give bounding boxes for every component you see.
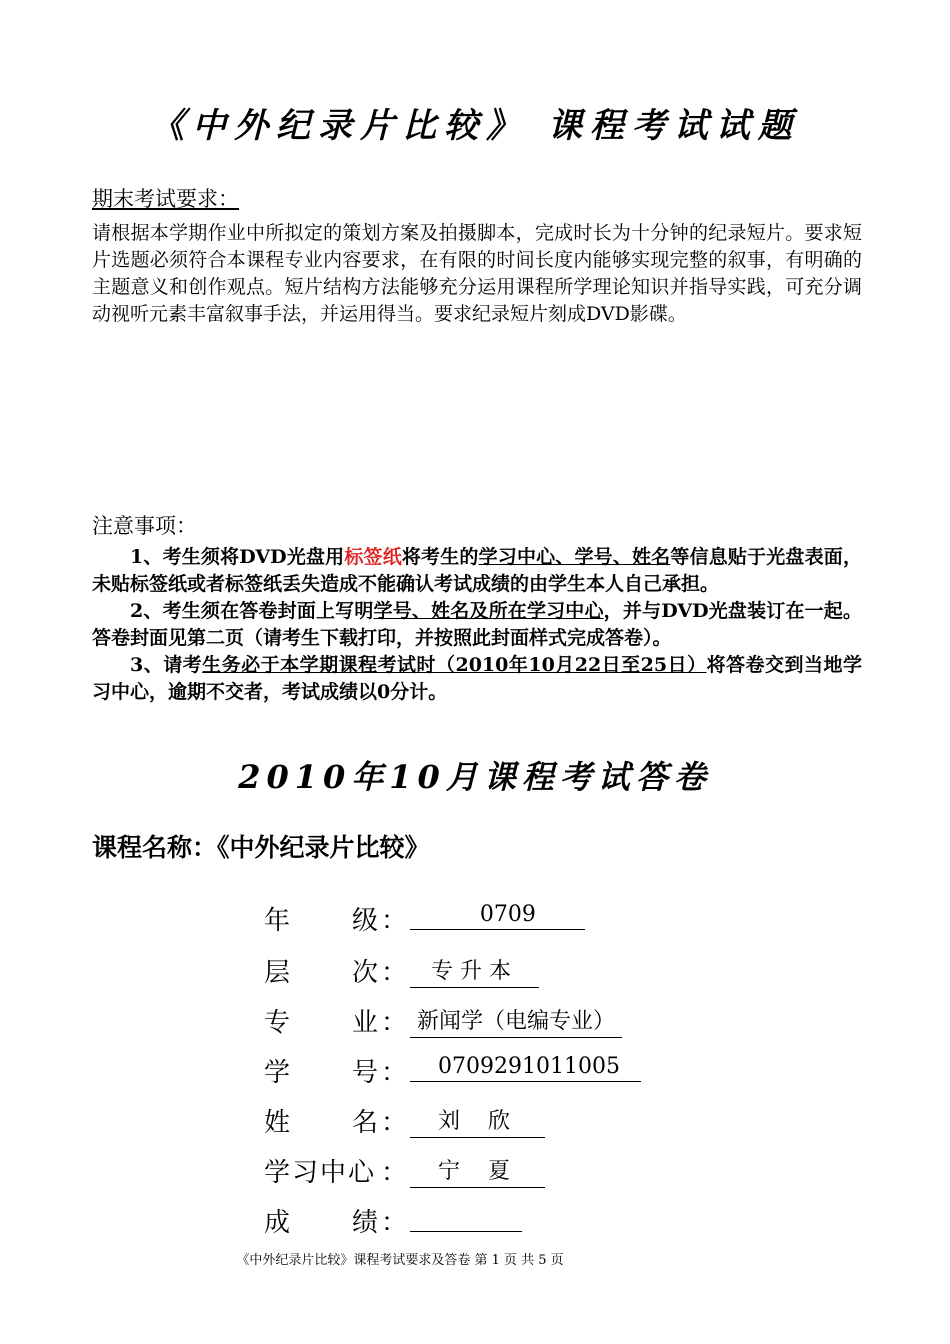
requirements-heading: 期末考试要求： [92, 187, 239, 211]
note-2: 2、考生须在答卷封面上写明学号、姓名及所在学习中心，并与DVD光盘装订在一起。答卷封面见第二页（请考生下载打印，并按照此封面样式完成答卷）。 [92, 600, 862, 649]
notes-heading: 注意事项： [92, 514, 197, 538]
level-value: 专 升 本 [410, 954, 539, 988]
center-value: 宁 夏 [410, 1154, 545, 1188]
name-value: 刘 欣 [410, 1104, 545, 1138]
answer-sheet-title: 2010年10月课程考试答卷 [238, 758, 712, 796]
requirements-body: 请根据本学期作业中所拟定的策划方案及拍摄脚本，完成时长为十分钟的纪录短片。要求短片选题必须符合本课程专业内容要求，在有限的时间长度内能够实现完整的叙事，有明确的主题意义和创作观点。短片结构方法能够充分运用课程所学理论知识并指导实践，可充分调动视听元素丰富叙事手法，并运用得当。要求纪录短片刻成DVD影碟。 [92, 222, 862, 325]
student-id-value: 0709291011005 [410, 1054, 641, 1082]
major-value: 新闻学（电编专业） [410, 1004, 622, 1038]
note-3: 3、请考生务必于本学期课程考试时（2010年10月22日至25日）将答卷交到当地学习中心，逾期不交者，考试成绩以0分计。 [92, 654, 862, 703]
course-name: 课程名称：《中外纪录片比较》 [92, 833, 430, 862]
exam-title: 《中外纪录片比较》 课程考试试题 [150, 106, 800, 146]
label-paper-highlight: 标签纸 [344, 546, 402, 568]
score-value [410, 1204, 522, 1232]
grade-value: 0709 [410, 902, 585, 930]
page-footer: 《中外纪录片比较》课程考试要求及答卷 第 1 页 共 5 页 [236, 1253, 564, 1268]
notes-list [92, 544, 862, 706]
note-1: 1、考生须将DVD光盘用标签纸将考生的学习中心、学号、姓名等信息贴于光盘表面，未贴标签纸或者标签纸丢失造成不能确认考试成绩的由学生本人自己承担。 [92, 546, 862, 595]
